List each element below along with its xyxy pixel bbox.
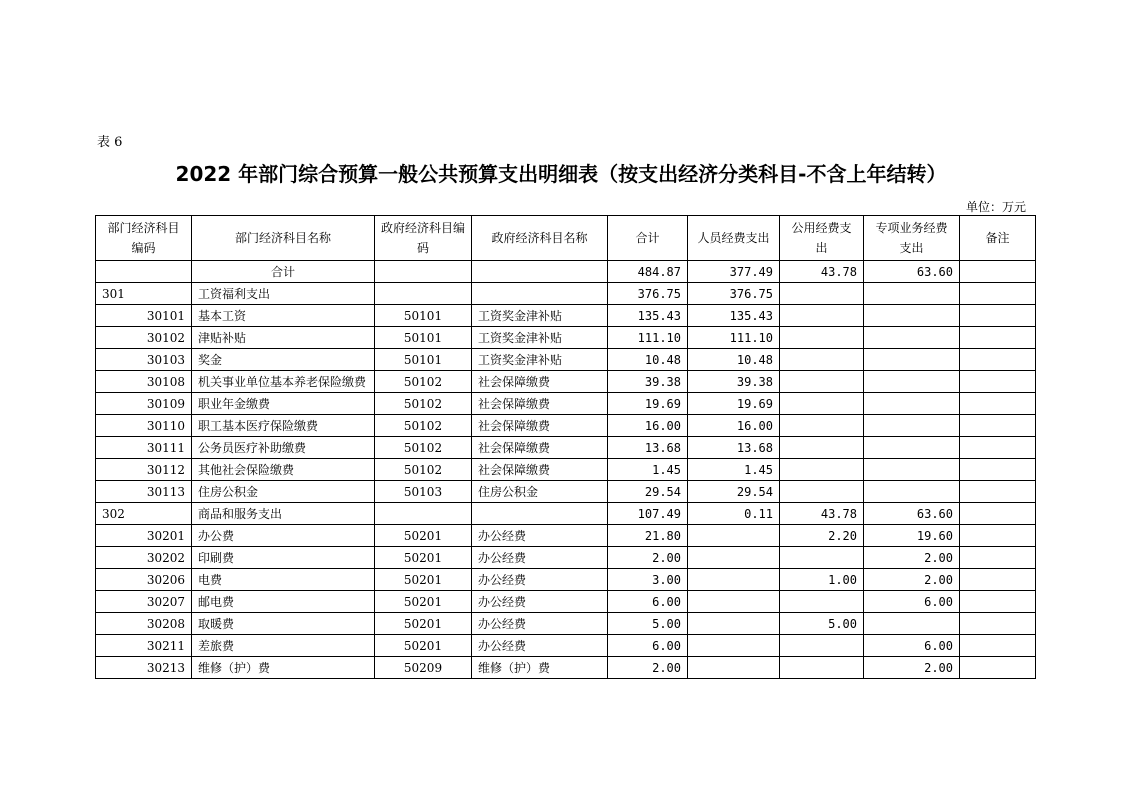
cell-note [960,415,1036,437]
cell-public: 1.00 [780,569,864,591]
cell-gov-name: 办公经费 [472,591,608,613]
header-special: 专项业务经费支出 [864,216,960,261]
cell-gov-name: 社会保障缴费 [472,415,608,437]
cell-gov-code: 50101 [375,327,472,349]
cell-note [960,569,1036,591]
cell-dept-name: 基本工资 [192,305,375,327]
table-header-row [96,216,1036,261]
cell-gov-name: 办公经费 [472,547,608,569]
cell-personnel: 13.68 [688,437,780,459]
cell-gov-code: 50102 [375,393,472,415]
cell-gov-code: 50201 [375,569,472,591]
header-note: 备注 [960,216,1036,261]
cell-dept-name: 公务员医疗补助缴费 [192,437,375,459]
cell-special [864,283,960,305]
cell-personnel [688,657,780,679]
cell-special [864,393,960,415]
table-row [96,371,1036,393]
cell-total: 21.80 [608,525,688,547]
cell-gov-name [472,283,608,305]
cell-public [780,481,864,503]
cell-total: 39.38 [608,371,688,393]
cell-personnel: 16.00 [688,415,780,437]
cell-gov-name: 办公经费 [472,613,608,635]
cell-gov-code: 50201 [375,613,472,635]
cell-public: 43.78 [780,503,864,525]
cell-dept-code: 30113 [96,481,192,503]
cell-total: 2.00 [608,657,688,679]
cell-personnel [688,635,780,657]
cell-total: 1.45 [608,459,688,481]
cell-gov-name: 社会保障缴费 [472,437,608,459]
cell-special: 63.60 [864,503,960,525]
cell-special: 6.00 [864,591,960,613]
table-row [96,437,1036,459]
cell-dept-name: 机关事业单位基本养老保险缴费 [192,371,375,393]
cell-public [780,459,864,481]
table-row [96,591,1036,613]
cell-dept-code: 30201 [96,525,192,547]
cell-note [960,525,1036,547]
table-row [96,415,1036,437]
cell-special: 2.00 [864,547,960,569]
cell-personnel [688,591,780,613]
cell-public [780,305,864,327]
cell-dept-name: 办公费 [192,525,375,547]
cell-note [960,349,1036,371]
table-body [96,261,1036,679]
header-gov-name: 政府经济科目名称 [472,216,608,261]
cell-total: 13.68 [608,437,688,459]
cell-total: 6.00 [608,591,688,613]
table-row [96,261,1036,283]
cell-public [780,371,864,393]
cell-dept-code: 30206 [96,569,192,591]
cell-special [864,305,960,327]
cell-personnel: 19.69 [688,393,780,415]
header-dept-code: 部门经济科目编码 [96,216,192,261]
header-personnel: 人员经费支出 [688,216,780,261]
cell-note [960,503,1036,525]
cell-dept-code: 30112 [96,459,192,481]
table-row [96,283,1036,305]
table-row [96,327,1036,349]
cell-personnel: 29.54 [688,481,780,503]
cell-dept-name: 印刷费 [192,547,375,569]
cell-public [780,349,864,371]
cell-gov-name [472,503,608,525]
cell-dept-name: 电费 [192,569,375,591]
cell-dept-name: 住房公积金 [192,481,375,503]
cell-public [780,415,864,437]
cell-dept-name: 津贴补贴 [192,327,375,349]
cell-dept-code: 30102 [96,327,192,349]
header-public: 公用经费支出 [780,216,864,261]
cell-note [960,305,1036,327]
cell-personnel: 39.38 [688,371,780,393]
table-label: 表 6 [97,135,123,150]
cell-gov-code: 50103 [375,481,472,503]
cell-gov-code [375,283,472,305]
table-row [96,657,1036,679]
cell-personnel [688,547,780,569]
cell-gov-code: 50101 [375,349,472,371]
table-row [96,393,1036,415]
cell-gov-name: 工资奖金津补贴 [472,327,608,349]
cell-dept-code: 30108 [96,371,192,393]
cell-personnel: 377.49 [688,261,780,283]
cell-special: 63.60 [864,261,960,283]
cell-gov-name: 办公经费 [472,525,608,547]
cell-note [960,393,1036,415]
cell-total: 6.00 [608,635,688,657]
cell-special [864,437,960,459]
cell-public [780,591,864,613]
header-dept-name: 部门经济科目名称 [192,216,375,261]
table-row [96,547,1036,569]
cell-special [864,459,960,481]
cell-dept-code: 301 [96,283,192,305]
table-row [96,613,1036,635]
cell-gov-name: 工资奖金津补贴 [472,305,608,327]
cell-note [960,437,1036,459]
cell-total: 5.00 [608,613,688,635]
cell-dept-code: 302 [96,503,192,525]
table-row [96,503,1036,525]
cell-gov-code: 50201 [375,591,472,613]
cell-gov-name: 工资奖金津补贴 [472,349,608,371]
cell-gov-name: 办公经费 [472,635,608,657]
table-row [96,459,1036,481]
cell-public: 2.20 [780,525,864,547]
cell-dept-code: 30202 [96,547,192,569]
cell-note [960,261,1036,283]
cell-personnel [688,613,780,635]
table-row [96,569,1036,591]
cell-special: 6.00 [864,635,960,657]
cell-gov-name [472,261,608,283]
cell-public [780,547,864,569]
cell-total: 2.00 [608,547,688,569]
cell-total: 111.10 [608,327,688,349]
table-row [96,305,1036,327]
cell-dept-name: 职工基本医疗保险缴费 [192,415,375,437]
cell-public [780,393,864,415]
cell-gov-code [375,503,472,525]
cell-gov-name: 社会保障缴费 [472,371,608,393]
cell-note [960,371,1036,393]
cell-note [960,591,1036,613]
header-gov-code: 政府经济科目编码 [375,216,472,261]
cell-total: 135.43 [608,305,688,327]
cell-note [960,283,1036,305]
cell-gov-code: 50201 [375,525,472,547]
cell-dept-code: 30211 [96,635,192,657]
cell-special [864,371,960,393]
cell-note [960,657,1036,679]
cell-dept-name: 合计 [192,261,375,283]
cell-public: 43.78 [780,261,864,283]
cell-personnel: 10.48 [688,349,780,371]
cell-total: 16.00 [608,415,688,437]
table-row [96,481,1036,503]
cell-dept-code: 30207 [96,591,192,613]
cell-note [960,613,1036,635]
cell-personnel: 135.43 [688,305,780,327]
cell-dept-name: 其他社会保险缴费 [192,459,375,481]
cell-dept-name: 职业年金缴费 [192,393,375,415]
cell-note [960,327,1036,349]
cell-gov-code: 50101 [375,305,472,327]
cell-public: 5.00 [780,613,864,635]
table-row [96,635,1036,657]
cell-special [864,327,960,349]
cell-gov-code: 50102 [375,415,472,437]
cell-gov-name: 社会保障缴费 [472,393,608,415]
cell-personnel: 1.45 [688,459,780,481]
cell-dept-name: 差旅费 [192,635,375,657]
cell-dept-name: 维修（护）费 [192,657,375,679]
cell-special: 2.00 [864,569,960,591]
cell-special: 2.00 [864,657,960,679]
cell-gov-name: 住房公积金 [472,481,608,503]
cell-dept-name: 奖金 [192,349,375,371]
cell-note [960,635,1036,657]
cell-gov-code: 50201 [375,635,472,657]
cell-personnel [688,525,780,547]
cell-gov-name: 维修（护）费 [472,657,608,679]
cell-gov-name: 社会保障缴费 [472,459,608,481]
cell-total: 29.54 [608,481,688,503]
cell-personnel: 0.11 [688,503,780,525]
cell-gov-code [375,261,472,283]
unit-label: 单位：万元 [965,200,1026,214]
cell-special [864,613,960,635]
cell-dept-name: 取暖费 [192,613,375,635]
cell-dept-name: 邮电费 [192,591,375,613]
cell-total: 10.48 [608,349,688,371]
header-total: 合计 [608,216,688,261]
cell-dept-code: 30109 [96,393,192,415]
cell-public [780,283,864,305]
cell-gov-code: 50102 [375,437,472,459]
cell-special [864,415,960,437]
cell-dept-code: 30213 [96,657,192,679]
cell-dept-code [96,261,192,283]
cell-personnel [688,569,780,591]
cell-personnel: 111.10 [688,327,780,349]
cell-gov-code: 50201 [375,547,472,569]
cell-note [960,459,1036,481]
cell-special: 19.60 [864,525,960,547]
cell-public [780,437,864,459]
cell-gov-code: 50102 [375,459,472,481]
cell-public [780,327,864,349]
cell-personnel: 376.75 [688,283,780,305]
cell-note [960,481,1036,503]
cell-dept-code: 30103 [96,349,192,371]
cell-dept-code: 30208 [96,613,192,635]
cell-gov-code: 50102 [375,371,472,393]
cell-dept-code: 30111 [96,437,192,459]
table-row [96,525,1036,547]
cell-dept-code: 30101 [96,305,192,327]
cell-public [780,635,864,657]
cell-total: 484.87 [608,261,688,283]
cell-public [780,657,864,679]
cell-dept-code: 30110 [96,415,192,437]
cell-note [960,547,1036,569]
page-title: 2022 年部门综合预算一般公共预算支出明细表（按支出经济分类科目-不含上年结转） [175,162,947,186]
budget-table [95,215,1036,679]
cell-dept-name: 工资福利支出 [192,283,375,305]
cell-gov-name: 办公经费 [472,569,608,591]
cell-gov-code: 50209 [375,657,472,679]
table-row [96,349,1036,371]
cell-total: 19.69 [608,393,688,415]
cell-total: 107.49 [608,503,688,525]
cell-special [864,481,960,503]
cell-special [864,349,960,371]
cell-total: 376.75 [608,283,688,305]
cell-dept-name: 商品和服务支出 [192,503,375,525]
cell-total: 3.00 [608,569,688,591]
